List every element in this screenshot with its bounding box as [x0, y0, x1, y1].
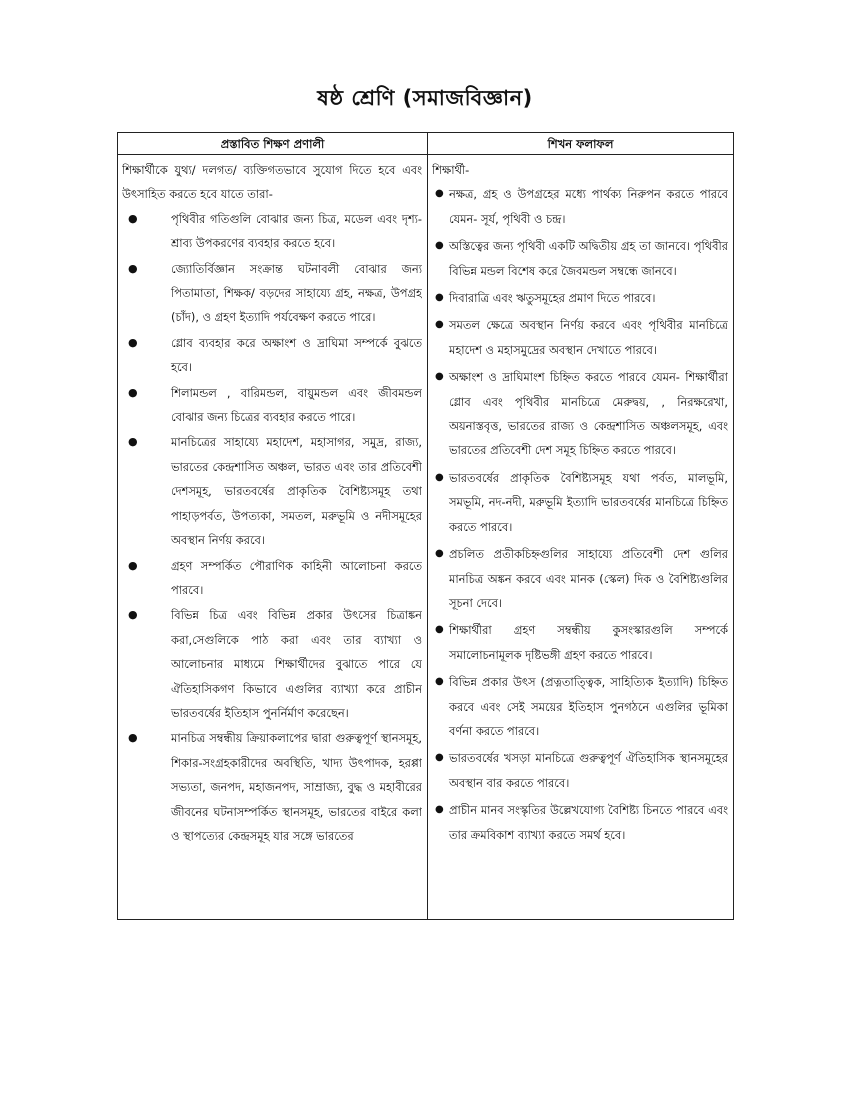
list-item-text: সমতল ক্ষেত্রে অবস্থান নির্ণয় করবে এবং পৃথিবীর মানচিত্রে মহাদেশ ও মহাসমুদ্রের অবস্থান দেখাতে পারবে। [449, 318, 728, 357]
list-item [432, 182, 728, 231]
column-divider [427, 133, 428, 919]
bullet-icon: ● [435, 292, 444, 304]
list-item [122, 331, 422, 380]
list-item-text: দিবারাত্রি এবং ঋতুসমূহের প্রমাণ দিতে পারবে। [449, 291, 656, 306]
bullet-icon: ● [128, 558, 138, 572]
list-item [122, 603, 422, 725]
list-item-text: বিভিন্ন প্রকার উৎস (প্রত্নতাত্ত্বিক, সাহিত্যিক ইত্যাদি) চিহ্নিত করবে এবং সেই সময়ের ইতিহাস পুনগঠনে এগুলির ভূমিকা বর্ণনা করতে পারবে। [449, 675, 728, 738]
right-item-list [432, 182, 728, 847]
list-item-text: প্রচলিত প্রতীকচিহ্নগুলির সাহায্যে প্রতিবেশী দেশ গুলির মানচিত্র অঙ্কন করবে এবং মানক (স্কেল) দিক ও বৈশিষ্ট্যগুলির সূচনা দেবে। [449, 547, 728, 610]
bullet-icon: ● [128, 435, 138, 449]
header-divider [118, 154, 733, 155]
left-intro: শিক্ষার্থীকে যুথ্য/ দলগত/ ব্যক্তিগতভাবে সুযোগ দিতে হবে এবং উৎসাহিত করতে হবে যাতে তারা- [122, 163, 422, 202]
list-item [122, 554, 422, 603]
list-item [432, 746, 728, 795]
list-item-text: ভারতবর্ষের প্রাকৃতিক বৈশিষ্ট্যসমূহ যথা পর্বত, মালভূমি, সমভূমি, নদ-নদী, মরুভূমি ইত্যাদি ভারতবর্ষের মানচিত্রে চিহ্নিত করতে পারবে। [449, 470, 728, 534]
list-item [432, 542, 728, 615]
bullet-icon: ● [435, 188, 444, 200]
bullet-icon: ● [435, 319, 444, 331]
left-column-header: প্রস্তাবিত শিক্ষণ প্রণালী [220, 137, 325, 151]
list-item [432, 670, 728, 743]
right-column [432, 158, 728, 919]
list-item [122, 381, 422, 430]
list-item-text: শিক্ষার্থীরা গ্রহণ সম্বন্ধীয় কুসংস্কারগুলি সম্পর্কে সমালোচনামূলক দৃষ্টিভঙ্গী গ্রহণ করতে পারবে। [449, 623, 728, 662]
right-column-header: শিখন ফলাফল [547, 137, 614, 151]
list-item [432, 234, 728, 283]
list-item [432, 618, 728, 667]
list-item-text: ভারতবর্ষের খসড়া মানচিত্রে গুরুত্বপূর্ণ ঐতিহাসিক স্থানসমূহের অবস্থান বার করতে পারবে। [449, 751, 728, 790]
bullet-icon: ● [435, 676, 444, 688]
list-item-text: অস্তিত্বের জন্য পৃথিবী একটি অদ্বিতীয় গ্রহ তা জানবে। পৃথিবীর বিভিন্ন মন্ডল বিশেষ করে জৈবমন্ডল সম্বন্ধে জানবে। [449, 239, 728, 278]
list-item-text: বিভিন্ন চিত্র এবং বিভিন্ন প্রকার উৎসের চিত্রাঙ্কন করা,সেগুলিকে পাঠ করা এবং তার ব্যাখ্যা ও আলোচনার মাধ্যমে শিক্ষার্থীদের বুঝাতে পারে যে ঐতিহাসিকগণ কিভাবে এগুলির ব্যাখ্যা করে প্রাচীন ভারতবর্ষের ইতিহাস পুনর্নির্মাণ করেছেন। [171, 608, 422, 720]
list-item-text: নক্ষত্র, গ্রহ ও উপগ্রহের মধ্যে পার্থক্য নিরুপন করতে পারবে যেমন- সূর্য, পৃথিবী ও চন্দ্র। [449, 187, 728, 226]
list-item-text: মানচিত্র সম্বন্ধীয় ক্রিয়াকলাপের দ্বারা গুরুত্বপূর্ণ স্থানসমূহ, শিকার-সংগ্রহকারীদের অবস্থিতি, খাদ্য উৎপাদক, হরপ্পা সভ্যতা, জনপদ, মহাজনপদ, সাম্রাজ্য, বুদ্ধ ও মহাবীরের জীবনের ঘটনাসম্পর্কিত স্থানসমূহ, ভারতের বাইরে কলা ও স্থাপত্যের কেন্দ্রসমূহ যার সঙ্গে ভারতের [171, 731, 422, 843]
list-item [432, 313, 728, 362]
list-item [432, 365, 728, 463]
page-title: ষষ্ঠ শ্রেণি (সমাজবিজ্ঞান) [317, 86, 533, 110]
bullet-icon: ● [128, 335, 138, 349]
list-item-text: পৃথিবীর গতিগুলি বোঝার জন্য চিত্র, মডেল এবং দৃশ্য-শ্রাব্য উপকরণের ব্যবহার করতে হবে। [171, 211, 422, 251]
list-item-text: অক্ষাংশ ও দ্রাঘিমাংশ চিহ্নিত করতে পারবে যেমন- শিক্ষার্থীরা গ্লোব এবং পৃথিবীর মানচিত্রে মেরুদ্বয়, , নিরক্ষরেখা, অয়নাস্তবৃত্ত, ভারতের রাজ্য ও কেন্দ্রশাসিত অঞ্চলসমূহ, এবং ভারতের প্রতিবেশী দেশ সমূহ চিহ্নিত করতে পারবে। [449, 370, 728, 458]
right-intro: শিক্ষার্থী- [432, 163, 470, 177]
bullet-icon: ● [435, 804, 444, 816]
curriculum-table [117, 132, 734, 920]
list-item-text: শিলামন্ডল , বারিমন্ডল, বায়ুমন্ডল এবং জীবমন্ডল বোঝার জন্য চিত্রের ব্যবহার করতে পারে। [171, 385, 422, 425]
bullet-icon: ● [435, 471, 444, 483]
bullet-icon: ● [128, 211, 138, 225]
list-item [122, 430, 422, 552]
list-item-text: গ্রহণ সম্পর্কিত পৌরাণিক কাহিনী আলোচনা করতে পারবে। [171, 558, 422, 597]
bullet-icon: ● [128, 385, 138, 399]
list-item-text: প্রাচীন মানব সংস্কৃতির উল্লেখযোগ্য বৈশিষ্ট্য চিনতে পারবে এবং তার ক্রমবিকাশ ব্যাখ্যা করতে সমর্থ হবে। [449, 803, 728, 842]
list-item-text: জ্যোতির্বিজ্ঞান সংক্রান্ত ঘটনাবলী বোঝার জন্য পিতামাতা, শিক্ষক/ বড়দের সাহায্যে গ্রহ, নক্ষত্র, উপগ্রহ (চাঁদ), ও গ্রহণ ইত্যাদি পর্যবেক্ষণ করতে পারে। [171, 261, 422, 325]
list-item-text: গ্লোব ব্যবহার করে অক্ষাংশ ও দ্রাঘিমা সম্পর্কে বুঝতে হবে। [171, 335, 422, 375]
bullet-icon: ● [435, 371, 444, 383]
list-item [432, 798, 728, 847]
bullet-icon: ● [128, 731, 138, 745]
bullet-icon: ● [128, 608, 138, 622]
bullet-icon: ● [128, 261, 138, 275]
bullet-icon: ● [435, 624, 444, 636]
list-item [122, 207, 422, 256]
list-item [122, 726, 422, 848]
bullet-icon: ● [435, 548, 444, 560]
bullet-icon: ● [435, 752, 444, 764]
list-item [432, 466, 728, 539]
left-item-list [122, 207, 422, 849]
bullet-icon: ● [435, 240, 444, 252]
list-item [432, 286, 728, 310]
list-item [122, 257, 422, 330]
list-item-text: মানচিত্রের সাহায্যে মহাদেশ, মহাসাগর, সমুদ্র, রাজ্য, ভারতের কেন্দ্রশাসিত অঞ্চল, ভারত এবং তার প্রতিবেশী দেশসমূহ, ভারতবর্ষের প্রাকৃতিক বৈশিষ্ট্যসমূহ তথা পাহাড়পর্বত, উপত্যকা, সমতল, মরুভূমি ও নদীসমূহের অবস্থান নির্ণয় করবে। [171, 435, 422, 548]
left-column [122, 158, 422, 919]
